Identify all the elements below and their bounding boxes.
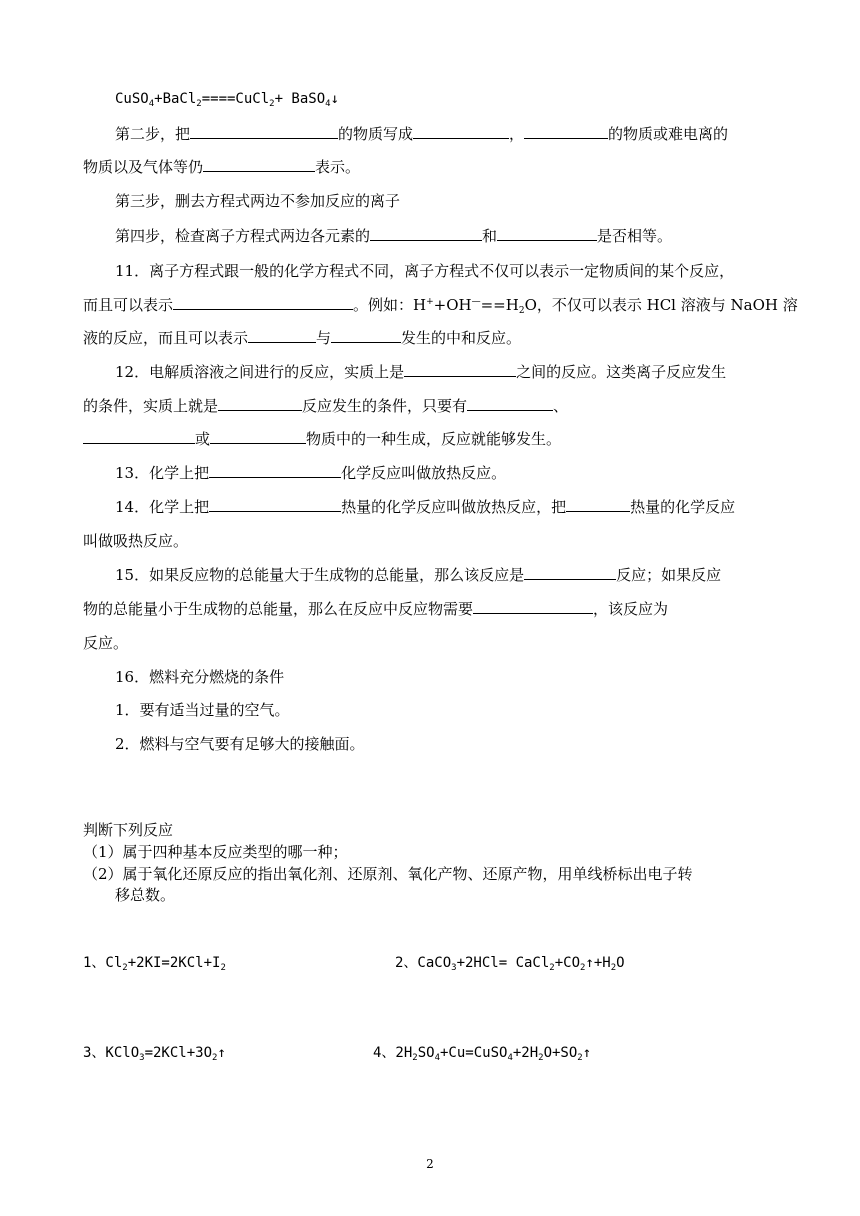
q11-line1: 11．离子方程式跟一般的化学方程式不同，离子方程式不仅可以表示一定物质间的某个反应， (115, 262, 735, 280)
q15-line1: 15．如果反应物的总能量大于生成物的总能量，那么该反应是 反应；如果反应 (115, 566, 722, 584)
equation-cuso4-bacl2: CuSO$_4$+BaCl$_2$====CuCl$_2$+ BaSO$_4$↓ (115, 91, 340, 109)
q11-line2: 而且可以表示 。例如：$H^++OH^—==H_2O$，不仅可以表示 HCl 溶液与 NaOH 溶 (83, 296, 798, 316)
blank-step4-2[interactable] (497, 226, 597, 241)
blank-q12-4[interactable] (83, 429, 195, 444)
blank-q12-3[interactable] (467, 396, 553, 411)
judge-item2-line1: （2）属于氧化还原反应的指出氧化剂、还原剂、氧化产物、还原产物，用单线桥标出电子转 (83, 865, 693, 883)
step3: 第三步，删去方程式两边不参加反应的离子 (115, 192, 401, 210)
judge-title: 判断下列反应 (83, 821, 174, 839)
blank-step2-2[interactable] (413, 124, 509, 139)
blank-q11-2[interactable] (248, 328, 316, 343)
blank-q13-1[interactable] (209, 463, 341, 478)
blank-q12-2[interactable] (218, 396, 302, 411)
blank-q12-5[interactable] (210, 429, 306, 444)
judge-item2-line2: 移总数。 (115, 886, 176, 904)
reaction-2: 2、CaCO$_3$+2HCl= $CaCl_2+CO_2↑+H_2O$ (395, 955, 625, 973)
step2-line1: 第二步，把 的物质写成 ， 的物质或难电离的 (115, 125, 729, 143)
blank-q11-3[interactable] (331, 328, 401, 343)
blank-step2-4[interactable] (203, 157, 315, 172)
judge-item1: （1）属于四种基本反应类型的哪一种； (83, 843, 348, 861)
blank-q15-1[interactable] (524, 565, 616, 580)
reaction-3: 3、$KClO_3=2KCl+3O_2↑$ (83, 1045, 226, 1063)
q13: 13．化学上把 化学反应叫做放热反应。 (115, 464, 507, 482)
blank-q14-1[interactable] (209, 497, 341, 512)
blank-q12-1[interactable] (404, 362, 516, 377)
q11-line3: 液的反应，而且可以表示 与 发生的中和反应。 (83, 329, 522, 347)
q14-line1: 14．化学上把 热量的化学反应叫做放热反应，把 热量的化学反应 (115, 498, 736, 516)
q15-line3: 反应。 (83, 634, 129, 652)
blank-step4-1[interactable] (370, 226, 482, 241)
q12-line1: 12．电解质溶液之间进行的反应，实质上是 之间的反应。这类离子反应发生 (115, 363, 727, 381)
q12-line2: 的条件，实质上就是 反应发生的条件，只要有 、 (83, 397, 569, 415)
step4: 第四步，检查离子方程式两边各元素的 和 是否相等。 (115, 227, 673, 245)
blank-step2-1[interactable] (190, 124, 338, 139)
reaction-4: 4、$2H_2SO_4+Cu=CuSO_4+2H_2O+SO_2↑$ (373, 1045, 592, 1063)
q15-line2: 物的总能量小于生成物的总能量，那么在反应中反应物需要 ，该反应为 (83, 600, 669, 618)
page-number: 2 (426, 1157, 434, 1171)
q12-line3: 或 物质中的一种生成，反应就能够发生。 (83, 429, 561, 449)
blank-q15-2[interactable] (473, 599, 593, 614)
q16-title: 16．燃料充分燃烧的条件 (115, 668, 285, 686)
q16-item2: 2．燃料与空气要有足够大的接触面。 (115, 735, 365, 753)
blank-q11-1[interactable] (173, 295, 353, 310)
blank-q14-2[interactable] (566, 497, 630, 512)
reaction-1: 1、$Cl_2+2KI=2KCl+I_2$ (83, 955, 226, 973)
step2-line2: 物质以及气体等仍 表示。 (83, 158, 361, 176)
blank-step2-3[interactable] (524, 124, 608, 139)
q16-item1: 1．要有适当过量的空气。 (115, 701, 290, 719)
q14-line2: 叫做吸热反应。 (83, 532, 189, 550)
